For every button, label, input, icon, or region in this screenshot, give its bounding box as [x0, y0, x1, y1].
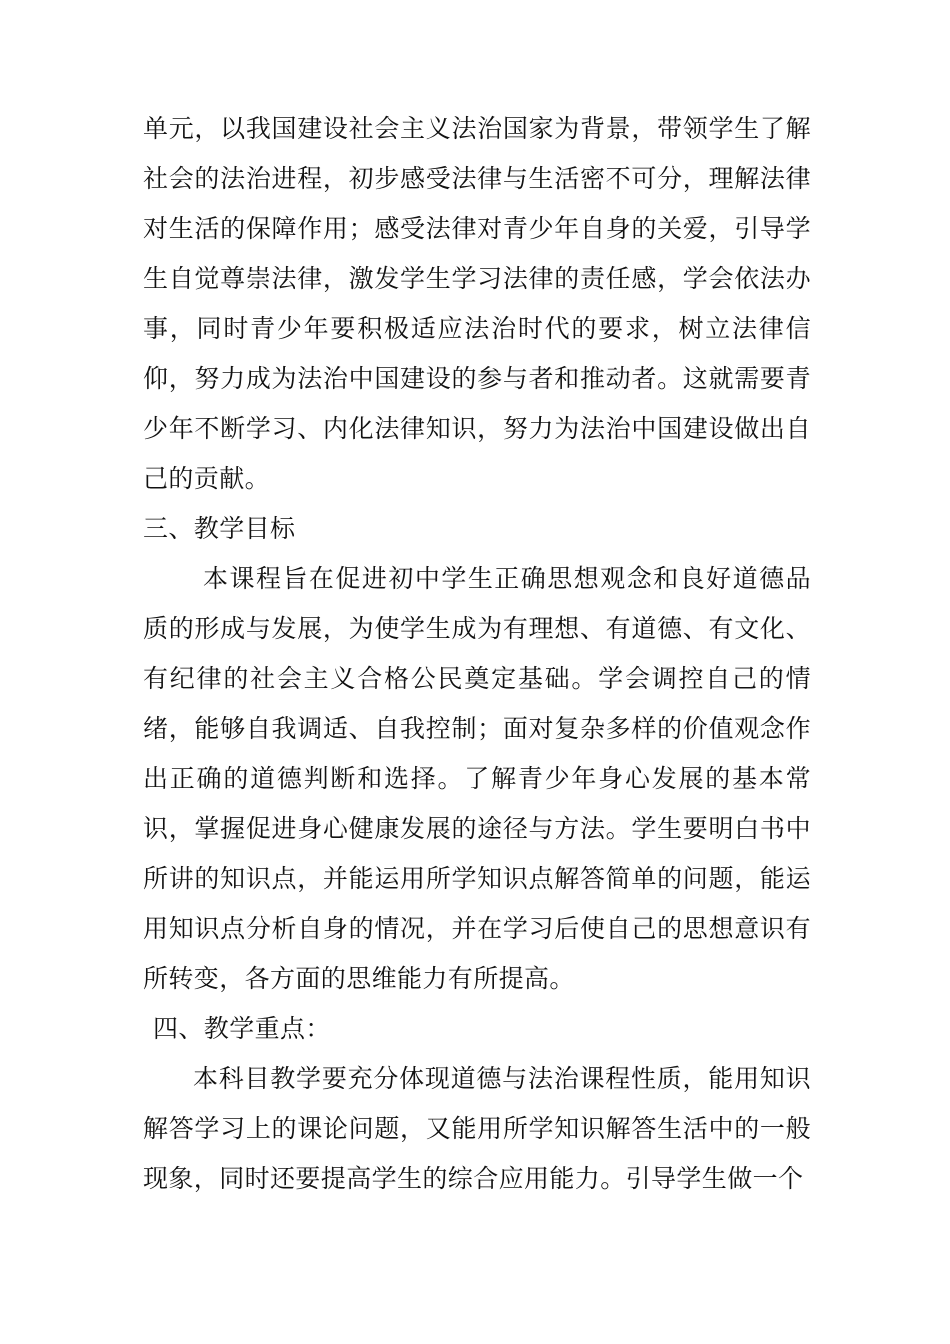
paragraph-law-unit: 单元，以我国建设社会主义法治国家为背景，带领学生了解社会的法治进程，初步感受法律与生活密不可分，理解法律对生活的保障作用；感受法律对青少年自身的关爱，引导学生自觉尊崇法律，激发学生学习法律的责任感，学会依法办事，同时青少年要积极适应法治时代的要求，树立法律信仰，努力成为法治中国建设的参与者和推动者。这就需要青少年不断学习、内化法律知识，努力为法治中国建设做出自己的贡献。	[143, 114, 811, 493]
section-heading-teaching-focus: 四、教学重点：	[153, 1014, 331, 1043]
section-heading-teaching-goals: 三、教学目标	[143, 514, 296, 543]
paragraph-teaching-goals: 本课程旨在促进初中学生正确思想观念和良好道德品质的形成与发展，为使学生成为有理想、有道德、有文化、有纪律的社会主义合格公民奠定基础。学会调控自己的情绪，能够自我调适、自我控制；面对复杂多样的价值观念作出正确的道德判断和选择。了解青少年身心发展的基本常识，掌握促进身心健康发展的途径与方法。学生要明白书中所讲的知识点，并能运用所学知识点解答简单的问题，能运用知识点分析自身的情况，并在学习后使自己的思想意识有所转变，各方面的思维能力有所提高。	[143, 564, 811, 993]
document-page	[143, 104, 811, 1204]
paragraph-teaching-focus: 本科目教学要充分体现道德与法治课程性质，能用知识解答学习上的课论问题，又能用所学知识解答生活中的一般现象，同时还要提高学生的综合应用能力。引导学生做一个	[143, 1064, 811, 1193]
